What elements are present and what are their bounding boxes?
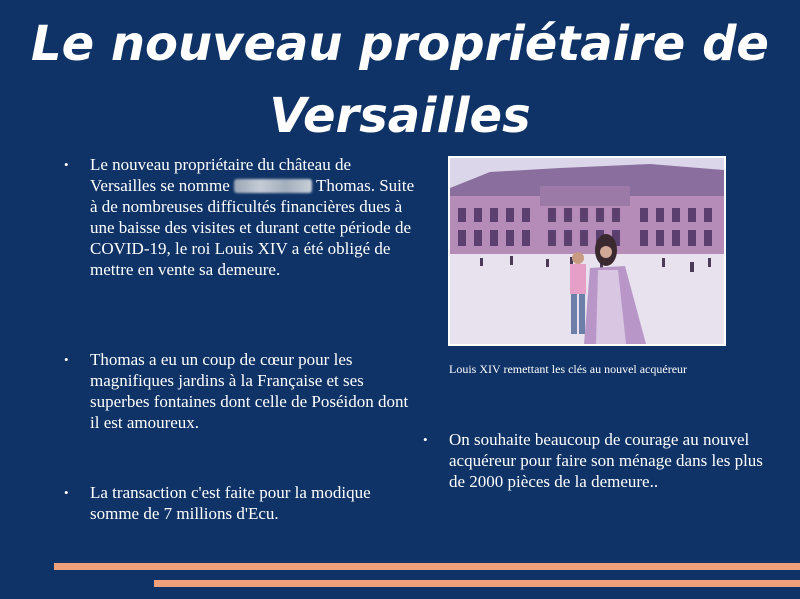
bullet-item-gardens — [64, 349, 420, 433]
redacted-name-blur — [234, 179, 312, 193]
versailles-photo — [448, 156, 726, 346]
bullet-point: • — [423, 432, 428, 447]
title-line-2: Versailles — [269, 88, 531, 144]
bullet-point: • — [64, 352, 69, 367]
photo-caption: Louis XIV remettant les clés au nouvel acquéreur — [449, 362, 688, 376]
bullet-item-transaction — [64, 482, 420, 524]
bullet-item-courage — [423, 429, 769, 492]
accent-bar-bottom — [154, 580, 800, 587]
bullet-text: La transaction c'est faite pour la modique somme de 7 millions d'Ecu. — [90, 483, 371, 523]
bullet-text-part2: Thomas. Suite à de nombreuses difficultés financières dues à une baisse des visites et durant cette période de COVID-19, le roi Louis XIV a été obligé de mettre en vente sa demeure. — [90, 176, 415, 279]
bullet-text: Thomas a eu un coup de cœur pour les magnifiques jardins à la Française et ses superbes fontaines dont celle de Poséidon dont il est amoureux. — [90, 350, 409, 432]
bullet-point: • — [64, 485, 69, 500]
bullet-point: • — [64, 157, 69, 172]
accent-bar-top — [54, 563, 800, 570]
bullet-item-owner — [64, 154, 420, 280]
slide-title — [20, 8, 780, 152]
bullet-text: On souhaite beaucoup de courage au nouvel acquéreur pour faire son ménage dans les plus de 2000 pièces de la demeure.. — [449, 430, 763, 491]
title-line-1: Le nouveau propriétaire de — [31, 16, 769, 72]
bullet-text-part1: Le nouveau propriétaire du château de Versailles se nomme — [90, 155, 352, 195]
